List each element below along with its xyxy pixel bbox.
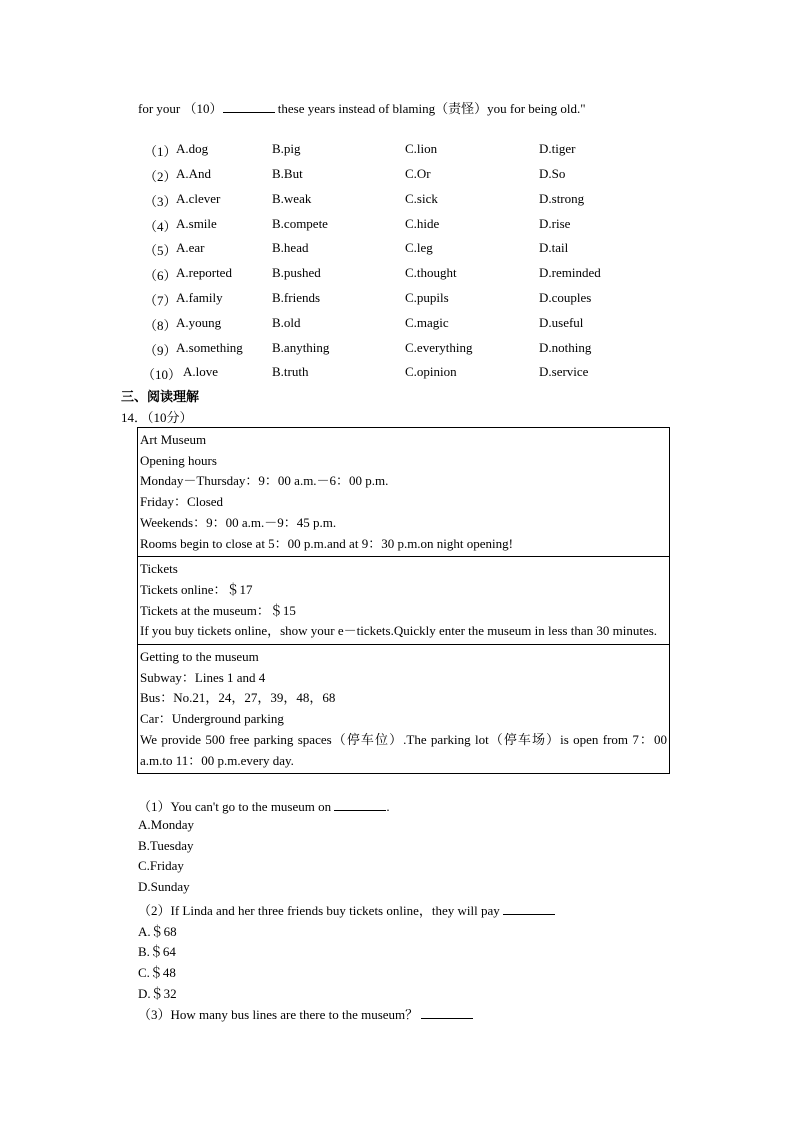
option-number: （8）	[144, 318, 177, 333]
notice-line: Friday：Closed	[140, 494, 224, 510]
option-row	[138, 290, 698, 310]
answer-blank	[334, 799, 386, 811]
option-b: B.head	[272, 240, 309, 255]
option-row	[138, 240, 698, 260]
notice-line: Tickets online：＄17	[140, 581, 253, 597]
notice-block-opening-hours	[138, 428, 669, 556]
notice-line: Art Museum	[140, 432, 207, 447]
option-d: D.reminded	[539, 265, 601, 280]
option-b: B.But	[272, 166, 303, 181]
notice-line: Opening hours	[140, 452, 217, 468]
answer-option: D.Sunday	[138, 879, 190, 894]
answer-blank	[223, 101, 275, 113]
option-b: B.pushed	[272, 265, 321, 280]
option-row	[138, 315, 698, 335]
question-text: （2）If Linda and her three friends buy tickets online，they will pay	[138, 903, 503, 918]
option-number: （3）	[144, 194, 177, 209]
notice-line: We provide 500 free parking spaces（停车位）.The parking lot（停车场）is open from 7：00 a.m.to 11：00 p.m.every day.	[140, 731, 667, 768]
question-2-stem	[138, 900, 555, 919]
option-number: （4）	[144, 219, 177, 234]
option-c: C.thought	[405, 265, 457, 280]
option-a: A.something	[176, 340, 243, 355]
option-number: （6）	[144, 268, 177, 283]
option-b: B.old	[272, 315, 301, 330]
option-c: C.pupils	[405, 290, 449, 305]
museum-notice-table	[137, 427, 670, 774]
option-d: D.useful	[539, 315, 584, 330]
intro-line	[138, 98, 586, 117]
notice-line: Rooms begin to close at 5：00 p.m.and at 9：30 p.m.on night opening!	[140, 535, 513, 551]
answer-blank	[421, 1007, 473, 1019]
option-d: D.So	[539, 166, 566, 181]
option-a: A.And	[176, 166, 212, 181]
answer-option: A.＄68	[138, 924, 177, 939]
option-a: A.love	[183, 364, 219, 379]
option-c: C.magic	[405, 315, 449, 330]
answer-option: B.Tuesday	[138, 838, 194, 853]
option-row	[138, 364, 698, 384]
option-number: （5）	[144, 243, 177, 258]
answer-option: C.Friday	[138, 858, 184, 873]
question-text: （1）You can't go to the museum on	[138, 799, 335, 814]
question-number: 14．（10分）	[121, 410, 193, 425]
option-c: C.lion	[405, 141, 438, 156]
option-number: （1）	[144, 144, 177, 159]
notice-line: Monday－Thursday：9：00 a.m.－6：00 p.m.	[140, 473, 389, 489]
option-number: （9）	[144, 343, 177, 358]
option-number: （2）	[144, 169, 177, 184]
option-c: C.leg	[405, 240, 433, 255]
option-number: （10）	[142, 367, 182, 382]
option-a: A.clever	[176, 191, 221, 206]
notice-line: Tickets	[140, 561, 178, 577]
option-b: B.pig	[272, 141, 301, 156]
notice-line: Subway：Lines 1 and 4	[140, 669, 266, 685]
option-row	[138, 340, 698, 360]
option-a: A.young	[176, 315, 222, 330]
answer-blank	[503, 903, 555, 915]
question-3-stem	[138, 1004, 473, 1023]
option-number: （7）	[144, 293, 177, 308]
option-row	[138, 166, 698, 186]
option-c: C.hide	[405, 216, 440, 231]
option-d: D.tiger	[539, 141, 576, 156]
notice-line: Weekends：9：00 a.m.－9：45 p.m.	[140, 514, 337, 530]
option-d: D.nothing	[539, 340, 592, 355]
intro-text-before: for your （10）	[138, 101, 223, 116]
notice-block-tickets	[138, 556, 669, 644]
option-a: A.dog	[176, 141, 209, 156]
option-row	[138, 265, 698, 285]
notice-line: Tickets at the museum：＄15	[140, 602, 296, 618]
intro-text-after: these years instead of blaming（责怪）you for being old."	[274, 101, 586, 116]
option-c: C.Or	[405, 166, 431, 181]
option-b: B.compete	[272, 216, 328, 231]
option-d: D.couples	[539, 290, 592, 305]
option-c: C.sick	[405, 191, 438, 206]
option-c: C.opinion	[405, 364, 457, 379]
option-b: B.truth	[272, 364, 309, 379]
option-a: A.smile	[176, 216, 217, 231]
option-d: D.service	[539, 364, 589, 379]
notice-block-getting-there	[138, 644, 669, 773]
answer-option: A.Monday	[138, 817, 194, 832]
option-c: C.everything	[405, 340, 473, 355]
answer-option: B.＄64	[138, 944, 176, 959]
option-row	[138, 141, 698, 161]
option-b: B.friends	[272, 290, 321, 305]
notice-line: If you buy tickets online，show your e－tickets.Quickly enter the museum in less than 30 minutes.	[140, 623, 658, 639]
question-1-stem: （1）You can't go to the museum on .	[138, 799, 390, 814]
answer-option: D.＄32	[138, 986, 177, 1001]
option-a: A.family	[176, 290, 223, 305]
notice-line: Bus：No.21，24，27，39，48，68	[140, 690, 336, 706]
option-b: B.weak	[272, 191, 312, 206]
option-d: D.strong	[539, 191, 585, 206]
notice-line: Getting to the museum	[140, 649, 259, 665]
question-text: （3）How many bus lines are there to the museum？	[138, 1007, 422, 1022]
option-b: B.anything	[272, 340, 330, 355]
option-row	[138, 216, 698, 236]
notice-line: Car：Underground parking	[140, 711, 284, 727]
section-title: 三、阅读理解	[121, 390, 200, 405]
option-d: D.rise	[539, 216, 571, 231]
answer-option: C.＄48	[138, 965, 176, 980]
option-row	[138, 191, 698, 211]
option-a: A.ear	[176, 240, 205, 255]
option-d: D.tail	[539, 240, 569, 255]
option-a: A.reported	[176, 265, 232, 280]
